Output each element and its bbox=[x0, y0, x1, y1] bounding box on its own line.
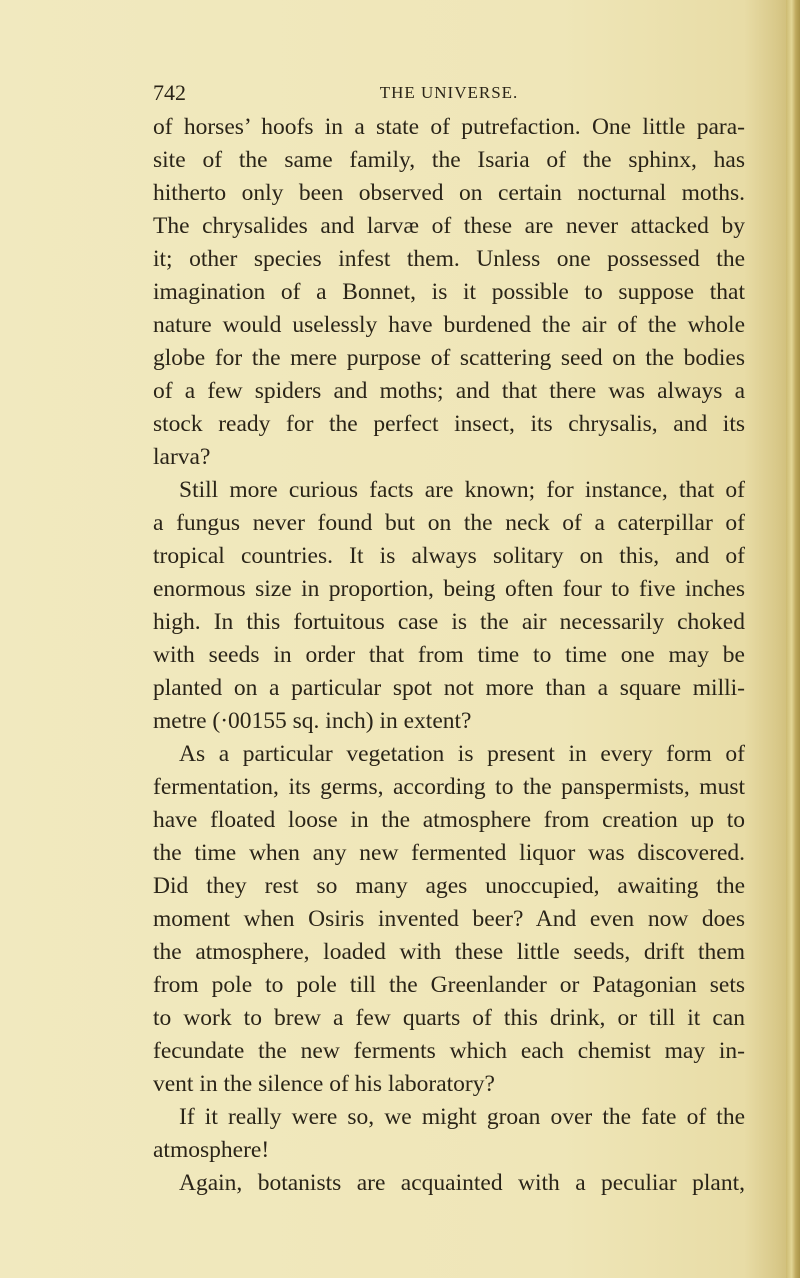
text-line: of horses’ hoofs in a state of putrefaction. One little para- bbox=[153, 114, 745, 140]
text-line: from pole to pole till the Greenlander or Patagonian sets bbox=[153, 972, 745, 998]
text-line: moment when Osiris invented beer? And even now does bbox=[153, 906, 745, 932]
text-line: metre (·00155 sq. inch) in extent? bbox=[153, 708, 472, 734]
text-line: enormous size in proportion, being often four to five inches bbox=[153, 576, 745, 602]
text-line: If it really were so, we might groan over the fate of the bbox=[179, 1104, 745, 1130]
text-line: planted on a particular spot not more than a square milli- bbox=[153, 675, 745, 701]
text-line: of a few spiders and moths; and that there was always a bbox=[153, 378, 745, 404]
text-line: site of the same family, the Isaria of the sphinx, has bbox=[153, 147, 745, 173]
text-line: have floated loose in the atmosphere from creation up to bbox=[153, 807, 745, 833]
text-line: Still more curious facts are known; for instance, that of bbox=[179, 477, 745, 503]
text-line: larva? bbox=[153, 444, 211, 470]
text-line: nature would uselessly have burdened the air of the whole bbox=[153, 312, 745, 338]
text-line: with seeds in order that from time to time one may be bbox=[153, 642, 745, 668]
text-line: globe for the mere purpose of scattering seed on the bodies bbox=[153, 345, 745, 371]
body-text bbox=[153, 111, 745, 1200]
text-line: As a particular vegetation is present in every form of bbox=[179, 741, 745, 767]
text-line: Again, botanists are acquainted with a peculiar plant, bbox=[179, 1170, 745, 1196]
text-line: the atmosphere, loaded with these little seeds, drift them bbox=[153, 939, 745, 965]
page-header bbox=[153, 80, 745, 108]
text-line: a fungus never found but on the neck of a caterpillar of bbox=[153, 510, 745, 536]
text-line: Did they rest so many ages unoccupied, awaiting the bbox=[153, 873, 745, 899]
text-line: it; other species infest them. Unless one possessed the bbox=[153, 246, 745, 272]
page-edge bbox=[786, 0, 800, 1278]
text-line: fermentation, its germs, according to the panspermists, must bbox=[153, 774, 745, 800]
text-line: vent in the silence of his laboratory? bbox=[153, 1071, 495, 1097]
text-line: high. In this fortuitous case is the air necessarily choked bbox=[153, 609, 745, 635]
text-line: fecundate the new ferments which each chemist may in- bbox=[153, 1038, 745, 1064]
text-line: The chrysalides and larvæ of these are never attacked by bbox=[153, 213, 745, 239]
text-line: hitherto only been observed on certain nocturnal moths. bbox=[153, 180, 745, 206]
text-line: the time when any new fermented liquor was discovered. bbox=[153, 840, 745, 866]
text-line: atmosphere! bbox=[153, 1137, 270, 1163]
running-title: THE UNIVERSE. bbox=[379, 83, 519, 102]
text-line: stock ready for the perfect insect, its chrysalis, and its bbox=[153, 411, 745, 437]
text-line: tropical countries. It is always solitary on this, and of bbox=[153, 543, 745, 569]
text-line: to work to brew a few quarts of this drink, or till it can bbox=[153, 1005, 745, 1031]
text-line: imagination of a Bonnet, is it possible to suppose that bbox=[153, 279, 745, 305]
page-number: 742 bbox=[153, 80, 186, 105]
